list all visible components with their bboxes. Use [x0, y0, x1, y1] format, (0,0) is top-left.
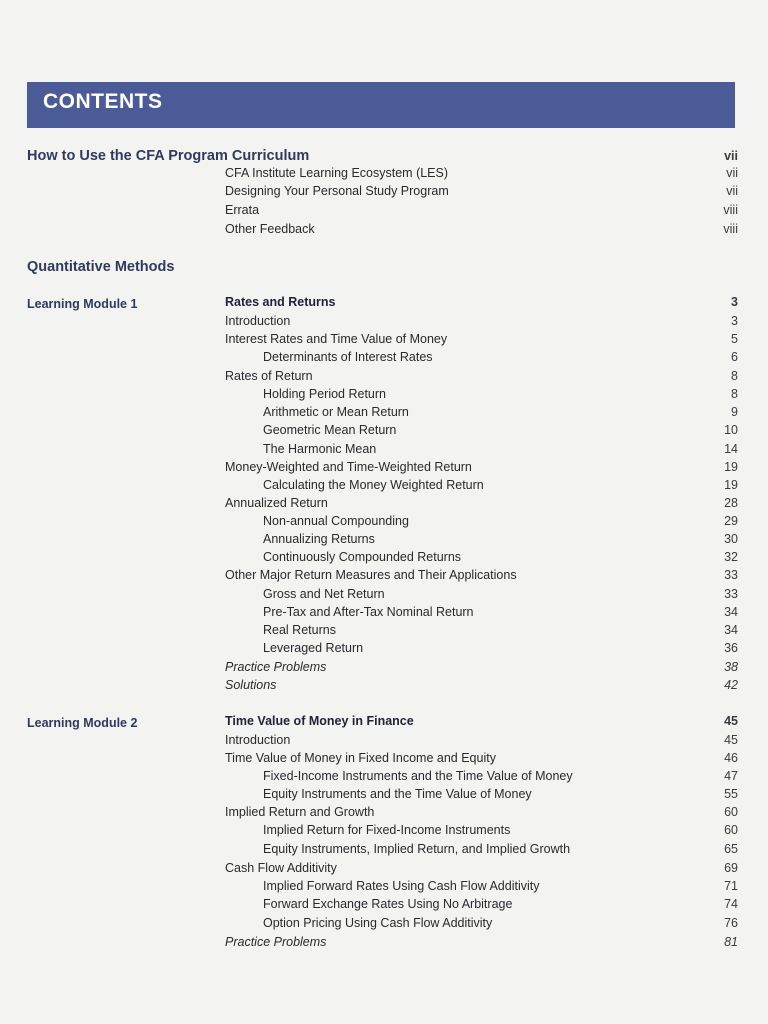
entry-title: Gross and Net Return	[263, 587, 385, 601]
page-number: 46	[724, 751, 738, 765]
toc-entry[interactable]	[0, 621, 768, 639]
entry-title: Continuously Compounded Returns	[263, 550, 462, 564]
entry-title: Practice Problems	[225, 935, 327, 949]
page-number: 74	[724, 897, 738, 911]
toc-section-how-to-use[interactable]	[0, 147, 768, 165]
section-title: How to Use the CFA Program Curriculum	[27, 148, 310, 164]
page-title: CONTENTS	[43, 90, 163, 113]
page-number: 33	[724, 587, 738, 601]
page-number: 30	[724, 532, 738, 546]
page-number: 55	[724, 787, 738, 801]
entry-title: Arithmetic or Mean Return	[263, 405, 409, 419]
page-number: 28	[724, 496, 738, 510]
toc-entry[interactable]	[0, 566, 768, 584]
entry-title: Cash Flow Additivity	[225, 861, 337, 875]
toc-entry[interactable]	[0, 840, 768, 858]
entry-title: Pre-Tax and After-Tax Nominal Return	[263, 605, 474, 619]
page-number: 14	[724, 442, 738, 456]
page-number: 81	[724, 935, 738, 949]
entry-title: Geometric Mean Return	[263, 423, 397, 437]
entry-title: The Harmonic Mean	[263, 442, 377, 456]
entry-title: Implied Return and Growth	[225, 805, 375, 819]
toc-entry[interactable]	[0, 712, 768, 730]
toc-entry[interactable]	[0, 530, 768, 548]
entry-title: Rates of Return	[225, 369, 313, 383]
page-number: viii	[723, 222, 738, 236]
entry-title: Other Major Return Measures and Their Applications	[225, 568, 517, 582]
entry-title: Non-annual Compounding	[263, 514, 409, 528]
entry-title: Forward Exchange Rates Using No Arbitrage	[263, 897, 513, 911]
toc-entry[interactable]	[0, 182, 768, 200]
toc-entry[interactable]	[0, 548, 768, 566]
page-number: 34	[724, 605, 738, 619]
entry-title: Equity Instruments and the Time Value of Money	[263, 787, 532, 801]
entry-title: Fixed-Income Instruments and the Time Value of Money	[263, 769, 573, 783]
toc-entry[interactable]	[0, 895, 768, 913]
entry-title: CFA Institute Learning Ecosystem (LES)	[225, 166, 449, 180]
page-number: vii	[724, 149, 738, 163]
entry-title: Equity Instruments, Implied Return, and Implied Growth	[263, 842, 571, 856]
entry-title: Calculating the Money Weighted Return	[263, 478, 484, 492]
entry-title: Other Feedback	[225, 222, 315, 236]
page-number: 34	[724, 623, 738, 637]
page-number: viii	[723, 203, 738, 217]
entry-title: Rates and Returns	[225, 295, 336, 309]
section-title-quantitative-methods: Quantitative Methods	[27, 259, 175, 275]
toc-entry[interactable]	[0, 293, 768, 311]
page-number: 33	[724, 568, 738, 582]
page-number: vii	[726, 166, 738, 180]
page-number: 3	[731, 295, 738, 309]
toc-entry[interactable]	[0, 164, 768, 182]
toc-entry[interactable]	[0, 330, 768, 348]
page-number: 19	[724, 460, 738, 474]
toc-entry[interactable]	[0, 639, 768, 657]
page-number: 32	[724, 550, 738, 564]
entry-title: Implied Forward Rates Using Cash Flow Additivity	[263, 879, 540, 893]
page-number: 60	[724, 823, 738, 837]
toc-entry[interactable]	[0, 312, 768, 330]
toc-entry[interactable]	[0, 658, 768, 676]
page-number: 5	[731, 332, 738, 346]
toc-entry[interactable]	[0, 603, 768, 621]
page-number: 69	[724, 861, 738, 875]
toc-entry[interactable]	[0, 440, 768, 458]
page-number: 19	[724, 478, 738, 492]
entry-title: Interest Rates and Time Value of Money	[225, 332, 448, 346]
module-label: Learning Module 2	[27, 716, 138, 730]
entry-title: Solutions	[225, 678, 277, 692]
page-number: 29	[724, 514, 738, 528]
entry-title: Option Pricing Using Cash Flow Additivity	[263, 916, 493, 930]
toc-entry[interactable]	[0, 367, 768, 385]
entry-title: Implied Return for Fixed-Income Instruments	[263, 823, 511, 837]
entry-title: Errata	[225, 203, 260, 217]
entry-title: Leveraged Return	[263, 641, 364, 655]
toc-entry[interactable]	[0, 821, 768, 839]
page-number: 3	[731, 314, 738, 328]
page-number: 65	[724, 842, 738, 856]
toc-entry[interactable]	[0, 201, 768, 219]
toc-entry[interactable]	[0, 785, 768, 803]
entry-title: Determinants of Interest Rates	[263, 350, 433, 364]
toc-entry[interactable]	[0, 859, 768, 877]
toc-entry[interactable]	[0, 476, 768, 494]
toc-entry[interactable]	[0, 512, 768, 530]
page-number: 47	[724, 769, 738, 783]
entry-title: Annualizing Returns	[263, 532, 375, 546]
module-label: Learning Module 1	[27, 297, 138, 311]
entry-title: Real Returns	[263, 623, 336, 637]
entry-title: Introduction	[225, 314, 291, 328]
entry-title: Designing Your Personal Study Program	[225, 184, 449, 198]
entry-title: Time Value of Money in Finance	[225, 714, 414, 728]
toc-entry[interactable]	[0, 676, 768, 694]
toc-entry[interactable]	[0, 749, 768, 767]
toc-entry[interactable]	[0, 385, 768, 403]
entry-title: Money-Weighted and Time-Weighted Return	[225, 460, 472, 474]
toc-entry[interactable]	[0, 421, 768, 439]
contents-banner	[27, 82, 735, 128]
page-number: 8	[731, 369, 738, 383]
page-number: 45	[724, 714, 738, 728]
toc-entry[interactable]	[0, 403, 768, 421]
page-number: 60	[724, 805, 738, 819]
toc-entry[interactable]	[0, 731, 768, 749]
toc-entry[interactable]	[0, 458, 768, 476]
toc-entry[interactable]	[0, 348, 768, 366]
toc-entry[interactable]	[0, 585, 768, 603]
toc-entry[interactable]	[0, 933, 768, 951]
page-number: 10	[724, 423, 738, 437]
toc-entry[interactable]	[0, 803, 768, 821]
toc-entry[interactable]	[0, 914, 768, 932]
entry-title: Holding Period Return	[263, 387, 386, 401]
page-number: 9	[731, 405, 738, 419]
entry-title: Time Value of Money in Fixed Income and Equity	[225, 751, 496, 765]
entry-title: Annualized Return	[225, 496, 328, 510]
page-number: 6	[731, 350, 738, 364]
page-number: 42	[724, 678, 738, 692]
page-number: 76	[724, 916, 738, 930]
page-number: vii	[726, 184, 738, 198]
page-number: 8	[731, 387, 738, 401]
page-number: 36	[724, 641, 738, 655]
toc-entry[interactable]	[0, 877, 768, 895]
page-number: 45	[724, 733, 738, 747]
page-number: 71	[724, 879, 738, 893]
page-number: 38	[724, 660, 738, 674]
toc-entry[interactable]	[0, 494, 768, 512]
toc-entry[interactable]	[0, 767, 768, 785]
toc-entry[interactable]	[0, 220, 768, 238]
entry-title: Practice Problems	[225, 660, 327, 674]
entry-title: Introduction	[225, 733, 291, 747]
